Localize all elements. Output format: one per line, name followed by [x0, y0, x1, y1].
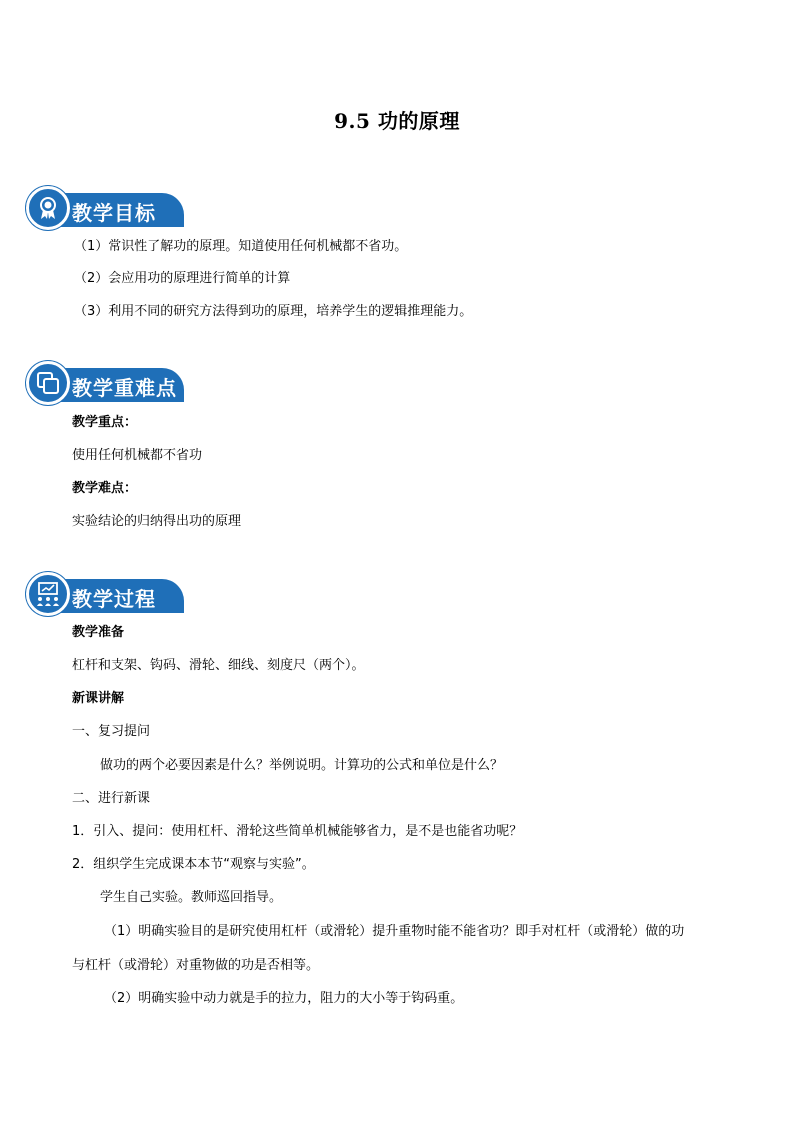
step-2: 2．组织学生完成课本本节“观察与实验”。 — [72, 857, 315, 872]
difficulty-text: 实验结论的归纳得出功的原理 — [72, 514, 242, 529]
review-heading: 一、复习提问 — [72, 724, 151, 739]
section-banner-key-points — [26, 361, 186, 405]
difficulty-label: 教学难点： — [72, 481, 138, 496]
section-banner-goals — [26, 186, 186, 230]
focus-label: 教学重点： — [72, 415, 138, 430]
step-2-note: 学生自己实验。教师巡回指导。 — [100, 890, 283, 905]
step-2-item-2: （2）明确实验中动力就是手的拉力，阻力的大小等于钩码重。 — [104, 991, 464, 1006]
stacked-pages-icon — [26, 361, 70, 405]
award-ribbon-icon — [26, 186, 70, 230]
step-1: 1．引入、提问：使用杠杆、滑轮这些简单机械能够省力，是不是也能省功呢？ — [72, 824, 523, 839]
banner-label: 教学目标 — [72, 201, 156, 225]
review-question: 做功的两个必要因素是什么？举例说明。计算功的公式和单位是什么？ — [100, 758, 504, 773]
step-2-item-1-line-2: 与杠杆（或滑轮）对重物做的功是否相等。 — [72, 958, 320, 973]
goal-item-2: （2）会应用功的原理进行简单的计算 — [74, 271, 291, 286]
step-2-item-1-line-1: （1）明确实验目的是研究使用杠杆（或滑轮）提升重物时能不能省功？即手对杠杆（或滑轮）做的功 — [104, 924, 685, 939]
banner-label: 教学过程 — [72, 587, 156, 611]
presentation-group-icon — [26, 572, 70, 616]
new-content-heading: 二、进行新课 — [72, 791, 151, 806]
page-title: 9.5 功的原理 — [334, 109, 460, 133]
banner-label: 教学重难点 — [72, 376, 177, 400]
prep-text: 杠杆和支架、钩码、滑轮、细线、刻度尺（两个）。 — [72, 658, 365, 673]
section-banner-process — [26, 572, 186, 616]
prep-label: 教学准备 — [72, 625, 125, 640]
goal-item-3: （3）利用不同的研究方法得到功的原理，培养学生的逻辑推理能力。 — [74, 304, 473, 319]
goal-item-1: （1）常识性了解功的原理。知道使用任何机械都不省功。 — [74, 239, 408, 254]
new-lesson-label: 新课讲解 — [72, 691, 125, 706]
focus-text: 使用任何机械都不省功 — [72, 448, 203, 463]
